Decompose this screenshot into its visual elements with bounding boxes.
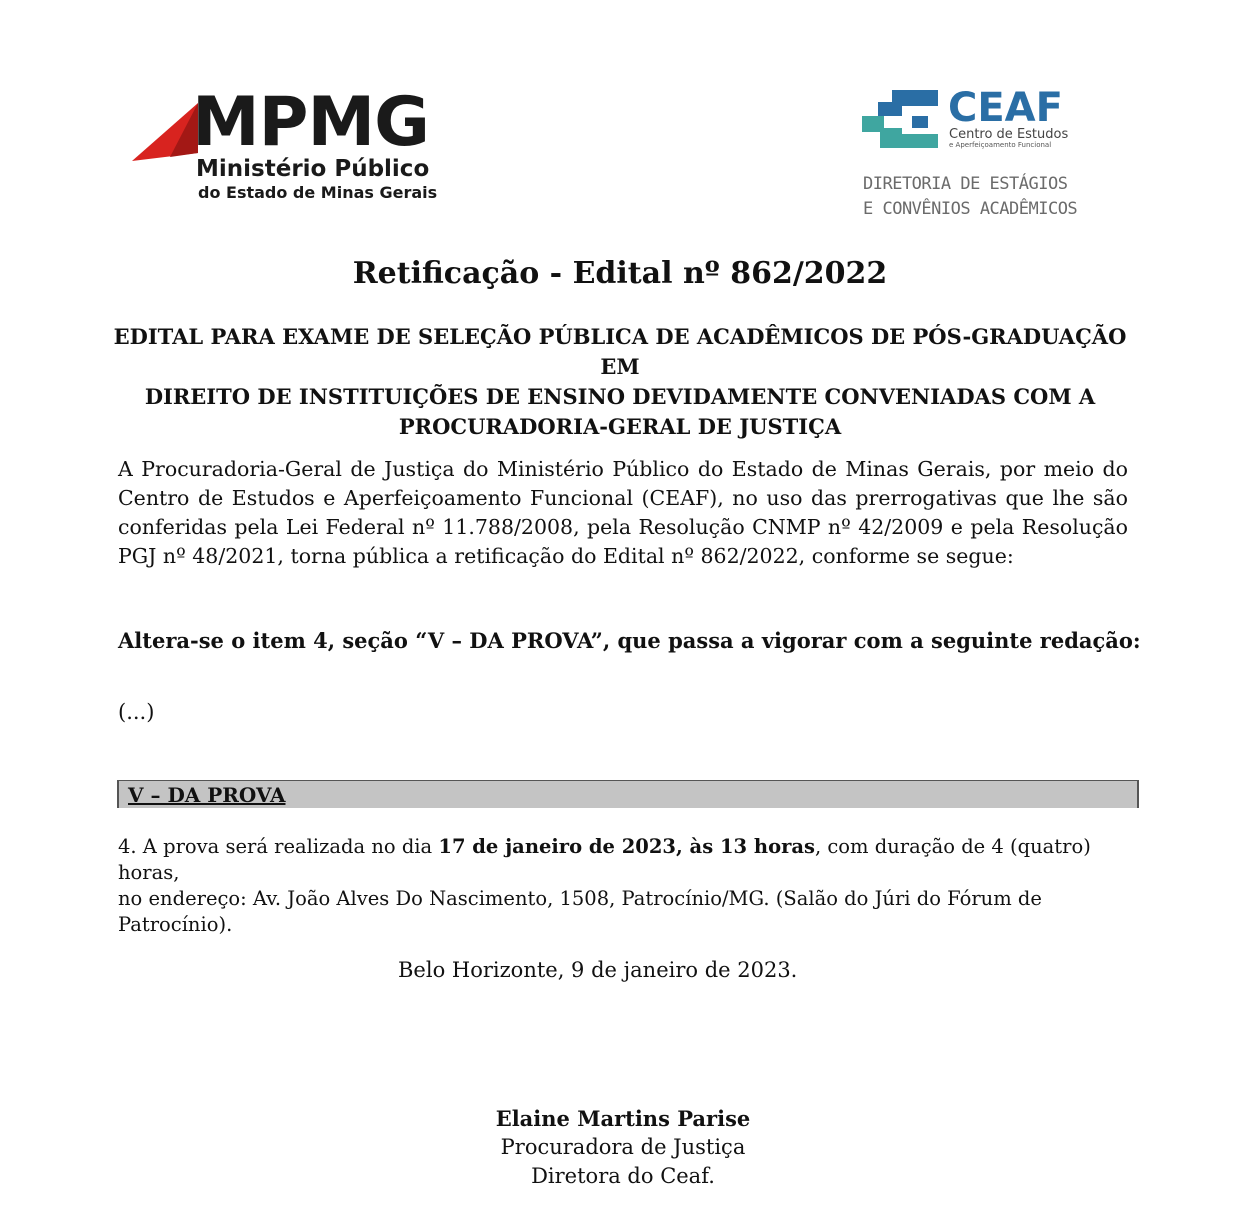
item4-date-time: 17 de janeiro de 2023, às 13 horas — [438, 835, 815, 858]
ceaf-wordmark: CEAF — [948, 85, 1063, 131]
item-4-paragraph — [118, 834, 1158, 938]
amendment-statement: Altera-se o item 4, seção “V – DA PROVA”, que passa a vigorar com a seguinte redação: — [118, 628, 1141, 653]
signature-block — [423, 1104, 823, 1191]
heading-line: EDITAL PARA EXAME DE SELEÇÃO PÚBLICA DE ACADÊMICOS DE PÓS-GRADUAÇÃO EM — [113, 324, 1127, 379]
ellipsis: (...) — [118, 700, 155, 724]
signatory-role: Procuradora de Justiça — [500, 1135, 746, 1159]
ceaf-directorate — [863, 172, 1077, 222]
ceaf-directorate-line1: DIRETORIA DE ESTÁGIOS — [863, 174, 1068, 194]
date-line: Belo Horizonte, 9 de janeiro de 2023. — [398, 958, 798, 982]
ceaf-subtitle-small: e Aperfeiçoamento Funcional — [949, 141, 1052, 149]
signatory-position: Diretora do Ceaf. — [531, 1164, 715, 1188]
item4-prefix: 4. A prova será realizada no dia — [118, 835, 439, 858]
mpmg-line2: do Estado de Minas Gerais — [198, 183, 438, 202]
ceaf-subtitle: Centro de Estudos — [949, 127, 1069, 142]
section-header-bar — [117, 780, 1139, 808]
intro-paragraph: A Procuradoria-Geral de Justiça do Ministério Público do Estado de Minas Gerais, por meio do Centro de Estudos e Aperfeiçoamento Funcional (CEAF), no uso das prerrogativas que lhe são conferidas pela Lei Federal nº 11.788/2008, pela Resolução CNMP nº 42/2009 e pela Resolução PGJ nº 48/2021, torna pública a retificação do Edital nº 862/2022, conforme se segue: — [118, 457, 1128, 568]
item4-address: no endereço: Av. João Alves Do Nascimento, 1508, Patrocínio/MG. (Salão do Júri do Fórum de Patrocínio). — [118, 887, 1042, 936]
ceaf-directorate-line2: E CONVÊNIOS ACADÊMICOS — [863, 199, 1078, 219]
mpmg-line1: Ministério Público — [196, 156, 430, 182]
document-title: Retificação - Edital nº 862/2022 — [352, 256, 888, 291]
item4-duration: , com duração de 4 (quatro) horas, — [118, 835, 1091, 884]
mpmg-logo — [130, 83, 440, 210]
heading-line: PROCURADORIA-GERAL DE JUSTIÇA — [398, 414, 842, 439]
mpmg-triangle-icon — [130, 101, 200, 163]
ceaf-blocks-icon — [862, 88, 942, 152]
edital-heading — [110, 322, 1130, 442]
signatory-name: Elaine Martins Parise — [495, 1106, 751, 1131]
ceaf-logo — [860, 85, 1100, 228]
section-title: V – DA PROVA — [128, 783, 286, 807]
mpmg-wordmark: MPMG — [192, 83, 429, 162]
heading-line: DIREITO DE INSTITUIÇÕES DE ENSINO DEVIDAMENTE CONVENIADAS COM A — [144, 384, 1096, 409]
